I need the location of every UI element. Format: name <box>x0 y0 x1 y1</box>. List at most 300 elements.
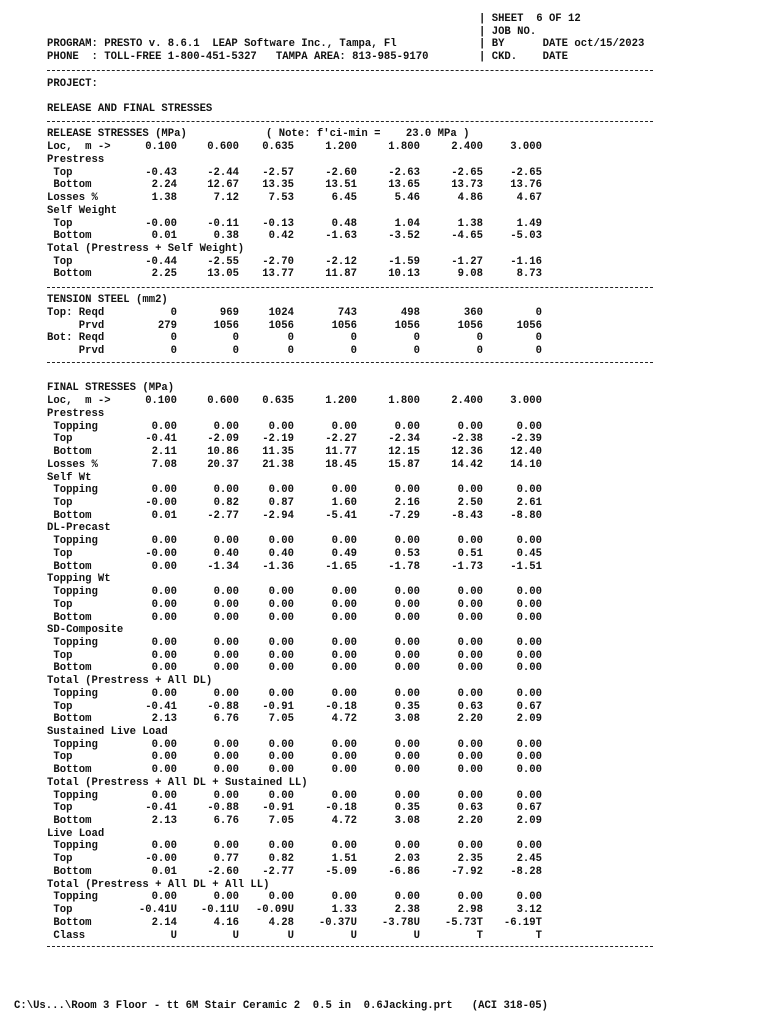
table-row <box>47 866 542 879</box>
table-cell: -2.65 <box>510 166 542 179</box>
table-cell: 0.00 <box>151 789 177 802</box>
table-row <box>47 154 104 167</box>
row-label: Self Wt <box>47 471 92 484</box>
table-cell: -2.09 <box>207 433 239 446</box>
table-cell: -1.27 <box>451 255 483 268</box>
table-row <box>47 535 542 548</box>
table-cell: 0.00 <box>268 535 294 548</box>
row-label: Topping <box>47 586 98 599</box>
table-row <box>47 192 542 205</box>
table-cell: 0.00 <box>331 840 357 853</box>
table-cell: 0.00 <box>394 636 420 649</box>
sheet-value: 6 OF 12 <box>536 13 581 25</box>
table-cell: -7.92 <box>451 865 483 878</box>
table-cell: 0.82 <box>213 497 239 510</box>
row-label: Top <box>47 255 73 268</box>
loc-label: Loc, m -> <box>47 395 111 407</box>
row-label: Bottom <box>47 446 92 459</box>
footer-path: C:\Us...\Room 3 Floor - tt 6M Stair Ceramic 2 0.5 in 0.6Jacking.prt (ACI 318-05) <box>14 1000 549 1012</box>
row-label: Bottom <box>47 611 92 624</box>
table-cell: 6.76 <box>213 815 239 828</box>
table-cell: 0.00 <box>394 535 420 548</box>
table-row <box>47 599 542 612</box>
table-cell: 13.05 <box>207 268 239 281</box>
table-cell: 4.28 <box>268 916 294 929</box>
table-cell: -2.12 <box>325 255 357 268</box>
table-cell: 0.82 <box>268 853 294 866</box>
table-cell: 0.00 <box>213 789 239 802</box>
table-row <box>47 446 542 459</box>
table-cell: 0.00 <box>213 751 239 764</box>
table-cell: 0.00 <box>457 636 483 649</box>
divider <box>47 362 653 363</box>
table-cell: 0.00 <box>151 420 177 433</box>
table-cell: 1.800 <box>388 395 420 407</box>
table-row <box>47 459 542 472</box>
table-cell: 0.00 <box>213 420 239 433</box>
table-cell: 0.00 <box>213 891 239 904</box>
table-row <box>47 815 542 828</box>
table-cell: 2.61 <box>516 497 542 510</box>
table-cell: -0.11U <box>200 904 239 917</box>
table-cell: 1.200 <box>325 141 357 153</box>
table-cell: 0.00 <box>394 891 420 904</box>
header-phone-line: PHONE : TOLL-FREE 1-800-451-5327 TAMPA AREA: 813-985-9170 | CKD. DATE <box>47 51 569 64</box>
table-cell: 6.45 <box>331 192 357 205</box>
table-cell: 0.49 <box>331 547 357 560</box>
table-cell: -1.16 <box>510 255 542 268</box>
table-cell: 0.00 <box>457 738 483 751</box>
table-cell: -0.41 <box>145 433 177 446</box>
table-row <box>47 472 92 485</box>
table-row <box>47 586 542 599</box>
table-cell: -8.28 <box>510 865 542 878</box>
table-cell: 0.00 <box>516 420 542 433</box>
header-block <box>47 13 644 64</box>
table-cell: 0.42 <box>268 230 294 243</box>
table-cell: 0.35 <box>394 700 420 713</box>
divider <box>47 287 653 288</box>
table-cell: -3.78U <box>381 916 420 929</box>
table-cell: 7.53 <box>268 192 294 205</box>
row-label: Bottom <box>47 815 92 828</box>
table-cell: 0.00 <box>213 598 239 611</box>
table-cell: 0.00 <box>268 649 294 662</box>
table-row <box>47 879 270 892</box>
table-cell: 1.49 <box>516 217 542 230</box>
table-cell: U <box>287 929 294 942</box>
table-cell: 4.72 <box>331 815 357 828</box>
table-cell: -0.11 <box>207 217 239 230</box>
table-cell: 0 <box>232 332 239 345</box>
row-label: Topping <box>47 636 98 649</box>
table-cell: 6.76 <box>213 713 239 726</box>
table-cell: 0.00 <box>331 687 357 700</box>
table-cell: 13.73 <box>451 179 483 192</box>
table-cell: 7.08 <box>151 458 177 471</box>
table-cell: 7.05 <box>268 815 294 828</box>
divider <box>47 946 653 947</box>
table-cell: 2.38 <box>394 904 420 917</box>
table-cell: 0.00 <box>457 751 483 764</box>
row-label: SD-Composite <box>47 624 124 637</box>
table-cell: 0 <box>287 332 294 345</box>
table-cell: 969 <box>219 307 239 319</box>
table-cell: 0.00 <box>457 611 483 624</box>
table-cell: 0.00 <box>394 484 420 497</box>
header-sheet-line: | SHEET 6 OF 12 <box>479 13 581 25</box>
table-cell: 0.00 <box>331 420 357 433</box>
table-cell: 0.00 <box>331 636 357 649</box>
table-cell: 11.87 <box>325 268 357 281</box>
table-row <box>47 320 542 333</box>
table-cell: -2.70 <box>262 255 294 268</box>
table-cell: 0.00 <box>457 789 483 802</box>
release-loc-row <box>47 141 542 154</box>
table-row <box>47 612 542 625</box>
table-cell: 0.00 <box>516 738 542 751</box>
table-cell: 15.87 <box>388 458 420 471</box>
table-cell: 0.00 <box>151 484 177 497</box>
table-cell: 0.01 <box>151 509 177 522</box>
row-label: Top <box>47 853 73 866</box>
row-label: Bottom <box>47 179 92 192</box>
table-cell: 2.11 <box>151 446 177 459</box>
row-label: Topping <box>47 420 98 433</box>
table-cell: 0.38 <box>213 230 239 243</box>
table-cell: -4.65 <box>451 230 483 243</box>
table-cell: U <box>232 929 239 942</box>
table-cell: 12.67 <box>207 179 239 192</box>
table-cell: 13.51 <box>325 179 357 192</box>
table-cell: 0.00 <box>331 662 357 675</box>
table-cell: 0.35 <box>394 802 420 815</box>
table-cell: 0.00 <box>516 636 542 649</box>
table-cell: 7.05 <box>268 713 294 726</box>
row-label: Bottom <box>47 865 92 878</box>
table-cell: 0.00 <box>213 840 239 853</box>
table-cell: 0.63 <box>457 802 483 815</box>
table-cell: 3.12 <box>516 904 542 917</box>
row-label: Bottom <box>47 509 92 522</box>
table-cell: -1.65 <box>325 560 357 573</box>
table-cell: 1.38 <box>151 192 177 205</box>
row-label: DL-Precast <box>47 522 111 535</box>
table-cell: 0.00 <box>213 738 239 751</box>
ckd-label: CKD. <box>491 51 518 64</box>
table-cell: 5.46 <box>394 192 420 205</box>
table-cell: 0.00 <box>151 598 177 611</box>
table-cell: 0.00 <box>394 420 420 433</box>
table-cell: 2.400 <box>451 141 483 153</box>
table-cell: 0.00 <box>151 662 177 675</box>
release-note: ( Note: f'ci-min = 23.0 MPa ) <box>266 128 470 140</box>
table-cell: -2.39 <box>510 433 542 446</box>
table-cell: 0.00 <box>331 891 357 904</box>
table-cell: 11.35 <box>262 446 294 459</box>
table-row <box>47 840 542 853</box>
table-row <box>47 637 542 650</box>
table-cell: -0.18 <box>325 802 357 815</box>
table-cell: -0.09U <box>255 904 294 917</box>
table-cell: 0.00 <box>516 586 542 599</box>
row-label: Topping <box>47 891 98 904</box>
table-cell: 2.25 <box>151 268 177 281</box>
table-cell: 0.77 <box>213 853 239 866</box>
table-cell: 0.00 <box>151 751 177 764</box>
table-cell: 0.00 <box>516 764 542 777</box>
table-cell: 2.20 <box>457 815 483 828</box>
table-cell: 3.08 <box>394 815 420 828</box>
table-cell: 2.03 <box>394 853 420 866</box>
table-cell: 743 <box>337 307 357 319</box>
table-cell: 0.00 <box>213 764 239 777</box>
table-cell: 0.00 <box>394 611 420 624</box>
project-label: PROJECT: <box>47 78 98 90</box>
table-row <box>47 408 104 421</box>
table-cell: -2.19 <box>262 433 294 446</box>
table-cell: 0.00 <box>394 649 420 662</box>
row-label: Topping <box>47 687 98 700</box>
table-cell: 2.45 <box>516 853 542 866</box>
row-label: Prvd <box>47 319 105 332</box>
release-heading: RELEASE STRESSES (MPa) <box>47 128 187 140</box>
table-cell: 0.635 <box>262 395 294 407</box>
table-row <box>47 218 542 231</box>
row-label: Bottom <box>47 916 92 929</box>
table-cell: 0.00 <box>151 535 177 548</box>
table-cell: 0.00 <box>516 891 542 904</box>
row-label: Live Load <box>47 827 105 840</box>
table-row <box>47 230 542 243</box>
table-row <box>47 497 542 510</box>
table-cell: 4.86 <box>457 192 483 205</box>
row-label: Total (Prestress + All DL + All LL) <box>47 878 270 891</box>
table-cell: 1056 <box>213 319 239 332</box>
table-cell: 1.04 <box>394 217 420 230</box>
table-row <box>47 650 542 663</box>
row-label: Self Weight <box>47 204 117 217</box>
row-label: Top <box>47 497 73 510</box>
table-cell: 0.00 <box>516 484 542 497</box>
table-cell: 2.98 <box>457 904 483 917</box>
table-cell: 2.16 <box>394 497 420 510</box>
table-row <box>47 433 542 446</box>
table-cell: 0.00 <box>268 420 294 433</box>
row-label: Losses % <box>47 458 98 471</box>
table-cell: 0.00 <box>457 891 483 904</box>
table-cell: -0.00 <box>145 217 177 230</box>
table-cell: 0.01 <box>151 865 177 878</box>
sheet-label: SHEET <box>491 13 524 25</box>
table-cell: 1056 <box>331 319 357 332</box>
table-cell: 0.00 <box>331 484 357 497</box>
table-cell: -6.19T <box>503 916 542 929</box>
table-cell: 0 <box>476 332 483 345</box>
table-cell: 12.40 <box>510 446 542 459</box>
table-cell: -0.00 <box>145 547 177 560</box>
table-cell: 1.51 <box>331 853 357 866</box>
table-cell: -1.73 <box>451 560 483 573</box>
table-cell: -1.51 <box>510 560 542 573</box>
table-cell: 0.00 <box>516 840 542 853</box>
table-cell: 0.00 <box>457 687 483 700</box>
table-cell: -0.41 <box>145 700 177 713</box>
table-cell: 0.00 <box>331 586 357 599</box>
table-row <box>47 662 542 675</box>
table-cell: 12.36 <box>451 446 483 459</box>
table-cell: 0.00 <box>268 891 294 904</box>
divider <box>47 121 653 122</box>
table-cell: -2.60 <box>325 166 357 179</box>
table-cell: -0.43 <box>145 166 177 179</box>
table-cell: 1.200 <box>325 395 357 407</box>
table-cell: 0 <box>232 345 239 358</box>
table-cell: T <box>535 929 542 942</box>
table-cell: 0.00 <box>268 789 294 802</box>
table-cell: 2.20 <box>457 713 483 726</box>
date-value: oct/15/2023 <box>574 38 645 51</box>
row-label: Top <box>47 700 73 713</box>
table-cell: -0.41U <box>138 904 177 917</box>
table-row <box>47 205 117 218</box>
table-cell: 0.00 <box>151 764 177 777</box>
table-cell: 360 <box>463 307 483 319</box>
table-row <box>47 853 542 866</box>
final-loc-row <box>47 395 542 408</box>
table-cell: 0.00 <box>151 840 177 853</box>
table-cell: 0.87 <box>268 497 294 510</box>
table-cell: 0.53 <box>394 547 420 560</box>
table-cell: 0.00 <box>213 662 239 675</box>
table-cell: 13.65 <box>388 179 420 192</box>
table-cell: 2.13 <box>151 713 177 726</box>
table-cell: 13.77 <box>262 268 294 281</box>
table-cell: 1056 <box>268 319 294 332</box>
table-cell: 0.00 <box>516 649 542 662</box>
table-cell: 0.00 <box>516 535 542 548</box>
table-cell: 0.00 <box>268 662 294 675</box>
row-label: Top <box>47 547 73 560</box>
table-cell: 0.00 <box>516 611 542 624</box>
table-cell: 0.00 <box>457 764 483 777</box>
table-cell: -6.86 <box>388 865 420 878</box>
table-cell: -2.44 <box>207 166 239 179</box>
table-cell: 3.000 <box>510 141 542 153</box>
table-row <box>47 522 111 535</box>
table-cell: -2.34 <box>388 433 420 446</box>
table-cell: 3.08 <box>394 713 420 726</box>
table-cell: 0.00 <box>213 535 239 548</box>
row-label: Top <box>47 166 73 179</box>
table-cell: 1024 <box>268 307 294 319</box>
table-cell: -8.80 <box>510 509 542 522</box>
table-cell: U <box>413 929 420 942</box>
table-cell: 2.35 <box>457 853 483 866</box>
table-cell: -0.91 <box>262 802 294 815</box>
table-cell: -1.36 <box>262 560 294 573</box>
table-cell: -5.09 <box>325 865 357 878</box>
table-cell: -0.18 <box>325 700 357 713</box>
table-cell: 20.37 <box>207 458 239 471</box>
table-cell: 0.67 <box>516 802 542 815</box>
table-cell: 0 <box>413 345 420 358</box>
row-label: Total (Prestress + All DL) <box>47 675 213 688</box>
row-label: Top <box>47 802 73 815</box>
table-cell: 0.00 <box>213 636 239 649</box>
table-row <box>47 167 542 180</box>
table-cell: -0.13 <box>262 217 294 230</box>
table-cell: 1056 <box>516 319 542 332</box>
table-cell: 0.00 <box>457 840 483 853</box>
table-cell: -3.52 <box>388 230 420 243</box>
table-cell: 0.01 <box>151 230 177 243</box>
table-cell: 0.00 <box>394 738 420 751</box>
table-cell: 0.00 <box>213 611 239 624</box>
table-cell: 0.63 <box>457 700 483 713</box>
row-label: Bottom <box>47 662 92 675</box>
table-cell: 14.42 <box>451 458 483 471</box>
table-cell: 0.45 <box>516 547 542 560</box>
table-cell: 0.00 <box>394 687 420 700</box>
table-cell: T <box>476 929 483 942</box>
tension-heading: TENSION STEEL (mm2) <box>47 294 168 306</box>
table-cell: 0.00 <box>331 649 357 662</box>
row-label: Top <box>47 649 73 662</box>
table-cell: -2.27 <box>325 433 357 446</box>
table-cell: 0.00 <box>151 586 177 599</box>
table-cell: 498 <box>400 307 420 319</box>
table-cell: -0.91 <box>262 700 294 713</box>
table-cell: 3.000 <box>510 395 542 407</box>
table-cell: 0 <box>535 332 542 345</box>
table-cell: -2.38 <box>451 433 483 446</box>
table-cell: 0.00 <box>268 764 294 777</box>
table-cell: 0.00 <box>213 649 239 662</box>
table-row <box>47 713 542 726</box>
table-cell: 0.00 <box>151 636 177 649</box>
divider <box>47 70 653 71</box>
table-cell: -1.63 <box>325 230 357 243</box>
row-label: Top <box>47 598 73 611</box>
table-cell: -0.41 <box>145 802 177 815</box>
table-row <box>47 764 542 777</box>
table-cell: 0.00 <box>457 420 483 433</box>
date-label: DATE <box>542 38 569 51</box>
table-row <box>47 917 542 930</box>
table-cell: U <box>170 929 177 942</box>
phone-line: PHONE : TOLL-FREE 1-800-451-5327 TAMPA AREA: 813-985-9170 <box>47 51 429 64</box>
table-cell: 1.800 <box>388 141 420 153</box>
table-row <box>47 930 542 943</box>
table-cell: 2.13 <box>151 815 177 828</box>
row-label: Bottom <box>47 230 92 243</box>
table-cell: 0.00 <box>268 611 294 624</box>
table-row <box>47 256 542 269</box>
table-cell: 0.51 <box>457 547 483 560</box>
table-cell: 0.00 <box>394 586 420 599</box>
table-cell: 4.16 <box>213 916 239 929</box>
table-cell: -2.94 <box>262 509 294 522</box>
table-cell: 0.00 <box>151 560 177 573</box>
table-cell: -0.88 <box>207 802 239 815</box>
table-cell: 7.12 <box>213 192 239 205</box>
table-cell: 0.00 <box>213 484 239 497</box>
table-cell: 0.00 <box>457 598 483 611</box>
row-label: Topping <box>47 789 98 802</box>
row-label: Topping <box>47 840 98 853</box>
table-cell: 0.00 <box>394 751 420 764</box>
